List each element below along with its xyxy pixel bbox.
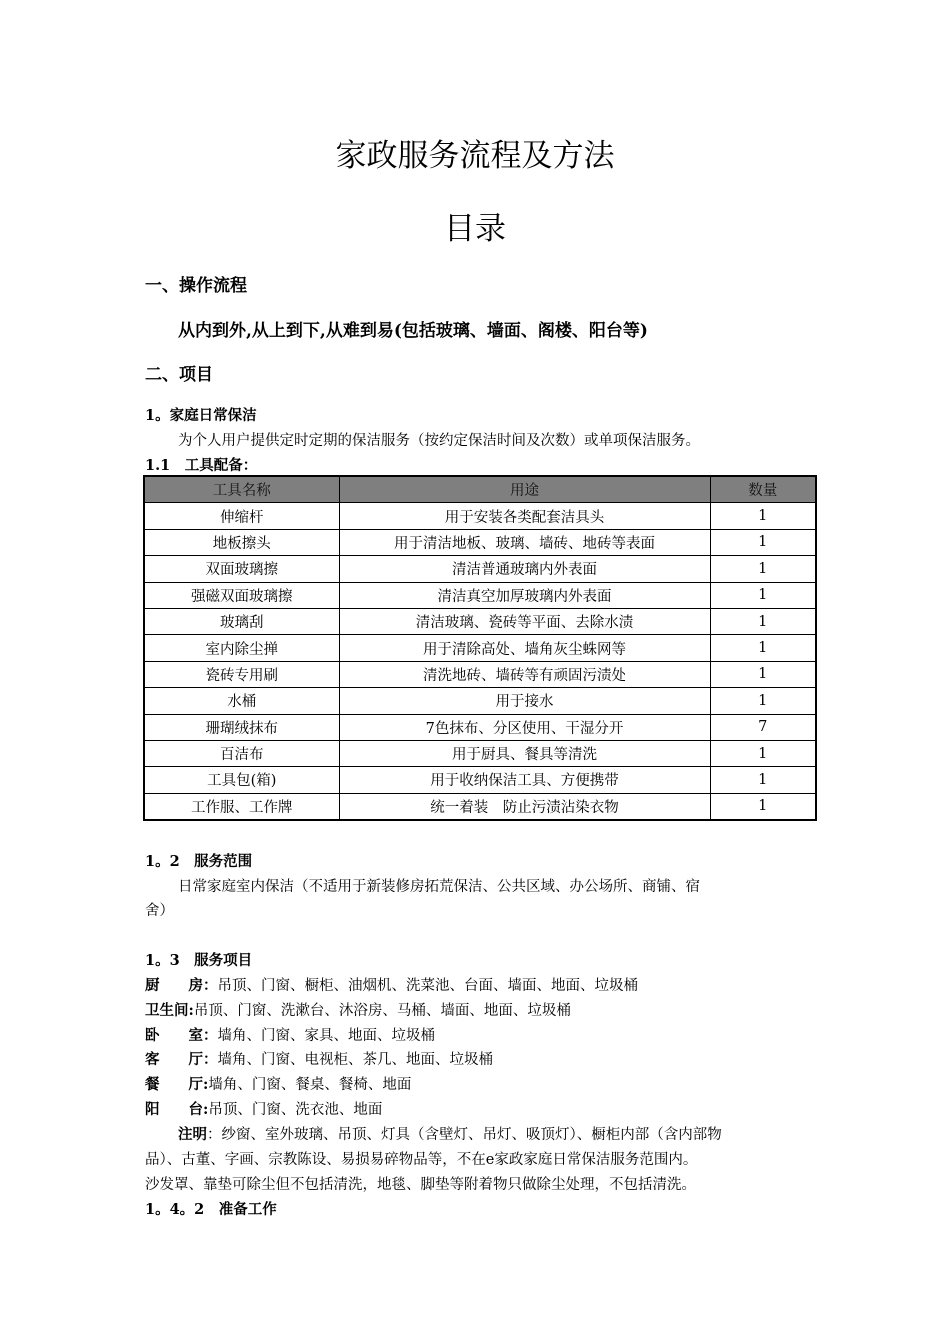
service-item-living-room [145,1048,493,1069]
table-row [144,661,816,687]
service-item-text: 吊顶、门窗、洗衣池、地面 [208,1102,383,1118]
note-line-3: 沙发罩、靠垫可除尘但不包括清洗，地毯、脚垫等附着物只做除尘处理，不包括清洗。 [145,1177,696,1193]
cell-tool-name: 玻璃刮 [144,608,339,634]
service-item-label: 客 厅： [145,1051,218,1068]
table-row [144,556,816,582]
cell-tool-name: 百洁布 [144,740,339,766]
column-header-tool-name: 工具名称 [144,476,339,503]
cell-purpose: 统一着装 防止污渍沾染衣物 [339,793,710,820]
note-label: 注明 [178,1126,207,1143]
column-header-purpose: 用途 [339,476,710,503]
daily-cleaning-description: 为个人用户提供定时定期的保洁服务（按约定保洁时间及次数）或单项保洁服务。 [178,433,700,449]
service-item-kitchen [145,974,638,995]
cell-quantity: 1 [710,608,816,634]
table-row [144,740,816,766]
toc-title: 目录 [444,211,506,247]
section-heading-items: 二、项目 [145,365,213,385]
table-row [144,582,816,608]
service-item-text: 吊顶、门窗、橱柜、油烟机、洗菜池、台面、墙面、地面、垃圾桶 [217,978,638,994]
table-row [144,529,816,555]
table-row [144,635,816,661]
cell-quantity: 1 [710,688,816,714]
table-row [144,767,816,793]
service-item-dining-room [145,1073,411,1094]
cell-tool-name: 强磁双面玻璃擦 [144,582,339,608]
cell-tool-name: 珊瑚绒抹布 [144,714,339,740]
note-line-1 [178,1123,722,1144]
cell-tool-name: 室内除尘掸 [144,635,339,661]
cell-tool-name: 地板擦头 [144,529,339,555]
service-item-label: 卫生间: [145,1002,194,1019]
table-row [144,714,816,740]
service-item-bathroom [145,999,571,1020]
cell-purpose: 用于安装各类配套洁具头 [339,503,710,529]
service-item-bedroom [145,1024,435,1045]
service-item-text: 墙角、门窗、电视柜、茶几、地面、垃圾桶 [217,1052,493,1068]
cell-tool-name: 伸缩杆 [144,503,339,529]
subsection-heading-daily-cleaning: 1。家庭日常保洁 [145,407,257,424]
table-row [144,608,816,634]
subsection-heading-preparation: 1。4。2 准备工作 [145,1201,277,1218]
cell-purpose: 用于接水 [339,688,710,714]
table-row [144,503,816,529]
cell-purpose: 7色抹布、分区使用、干湿分开 [339,714,710,740]
process-description: 从内到外,从上到下,从难到易(包括玻璃、墙面、阁楼、阳台等) [178,321,648,341]
cell-quantity: 1 [710,740,816,766]
tools-table [143,475,817,821]
service-item-label: 厨 房： [145,977,218,994]
table-row [144,688,816,714]
cell-quantity: 1 [710,635,816,661]
note-line-2: 品）、古董、字画、宗教陈设、易损易碎物品等，不在e家政家庭日常保洁服务范围内。 [145,1152,698,1168]
cell-tool-name: 水桶 [144,688,339,714]
service-item-text: 吊顶、门窗、洗漱台、沐浴房、马桶、墙面、地面、垃圾桶 [193,1003,571,1019]
cell-purpose: 用于清除高处、墙角灰尘蛛网等 [339,635,710,661]
cell-tool-name: 瓷砖专用刷 [144,661,339,687]
subsection-heading-service-items: 1。3 服务项目 [145,952,253,969]
service-item-text: 墙角、门窗、餐桌、餐椅、地面 [208,1077,412,1093]
cell-purpose: 清洁真空加厚玻璃内外表面 [339,582,710,608]
table-header-row [144,476,816,503]
cell-tool-name: 工作服、工作牌 [144,793,339,820]
cell-quantity: 1 [710,793,816,820]
document-title: 家政服务流程及方法 [335,138,615,174]
cell-tool-name: 工具包(箱) [144,767,339,793]
cell-quantity: 1 [710,767,816,793]
cell-tool-name: 双面玻璃擦 [144,556,339,582]
service-item-label: 阳 台: [145,1101,209,1118]
cell-purpose: 清洁玻璃、瓷砖等平面、去除水渍 [339,608,710,634]
cell-quantity: 1 [710,661,816,687]
service-item-text: 墙角、门窗、家具、地面、垃圾桶 [217,1028,435,1044]
service-item-label: 卧 室： [145,1027,218,1044]
service-scope-line-2: 舍） [145,903,174,919]
cell-quantity: 1 [710,556,816,582]
cell-purpose: 用于清洁地板、玻璃、墙砖、地砖等表面 [339,529,710,555]
cell-quantity: 1 [710,503,816,529]
subsection-heading-tools: 1.1 工具配备： [145,457,258,474]
note-text: ：纱窗、室外玻璃、吊顶、灯具（含壁灯、吊灯、吸顶灯）、橱柜内部（含内部物 [207,1127,722,1143]
service-item-balcony [145,1098,382,1119]
cell-quantity: 1 [710,582,816,608]
service-scope-line-1: 日常家庭室内保洁（不适用于新装修房拓荒保洁、公共区域、办公场所、商铺、宿 [178,879,700,895]
cell-quantity: 1 [710,529,816,555]
table-row [144,793,816,820]
column-header-quantity: 数量 [710,476,816,503]
cell-purpose: 用于收纳保洁工具、方便携带 [339,767,710,793]
cell-purpose: 清洁普通玻璃内外表面 [339,556,710,582]
subsection-heading-service-scope: 1。2 服务范围 [145,853,253,870]
cell-quantity: 7 [710,714,816,740]
service-item-label: 餐 厅: [145,1076,209,1093]
section-heading-process: 一、操作流程 [145,276,247,296]
cell-purpose: 用于厨具、餐具等清洗 [339,740,710,766]
cell-purpose: 清洗地砖、墙砖等有顽固污渍处 [339,661,710,687]
